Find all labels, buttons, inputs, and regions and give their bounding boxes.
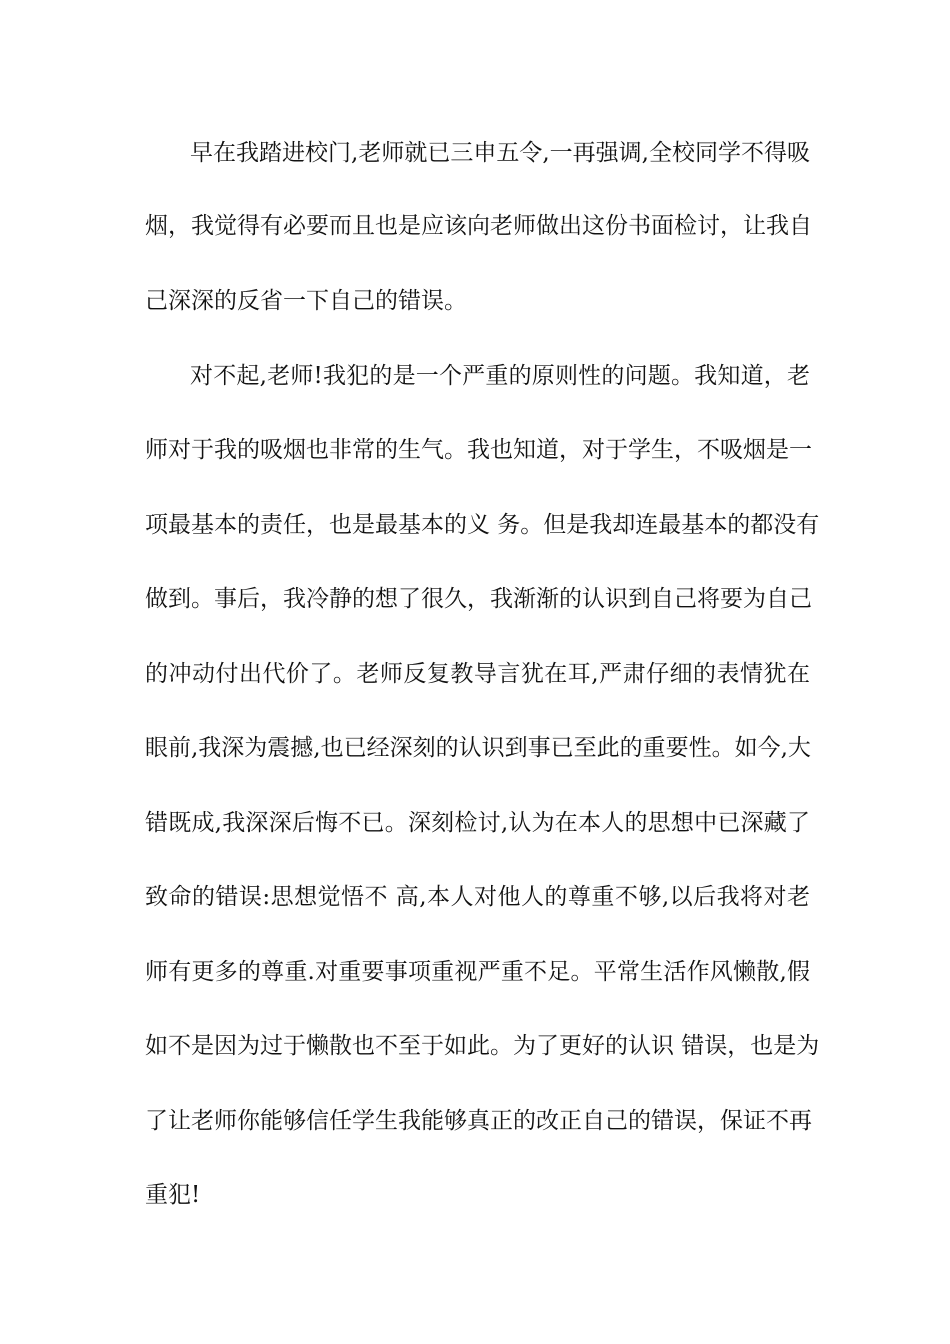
paragraph-1-line-2: 烟，我觉得有必要而且也是应该向老师做出这份书面检讨，让我自 [145, 213, 812, 239]
paragraph-2-line-4: 做到。事后，我冷静的想了很久，我渐渐的认识到自己将要为自己 [145, 586, 812, 612]
paragraph-2-line-2: 师对于我的吸烟也非常的生气。我也知道，对于学生，不吸烟是一 [145, 437, 812, 463]
paragraph-2-line-9: 师有更多的尊重.对重要事项重视严重不足。平常生活作风懒散,假 [145, 959, 810, 985]
paragraph-2-line-8: 致命的错误:思想觉悟不 高,本人对他人的尊重不够,以后我将对老 [145, 884, 810, 910]
paragraph-2-line-10: 如不是因为过于懒散也不至于如此。为了更好的认识 错误，也是为 [145, 1033, 820, 1059]
paragraph-2-line-1: 对不起,老师!我犯的是一个严重的原则性的问题。我知道，老 [190, 363, 810, 389]
paragraph-1-line-1: 早在我踏进校门,老师就已三申五令,一再强调,全校同学不得吸 [190, 140, 810, 166]
paragraph-1-line-3: 己深深的反省一下自己的错误。 [145, 288, 467, 314]
paragraph-2-line-5: 的冲动付出代价了。老师反复教导言犹在耳,严肃仔细的表情犹在 [145, 661, 810, 687]
paragraph-2-line-6: 眼前,我深为震撼,也已经深刻的认识到事已至此的重要性。如今,大 [145, 735, 811, 761]
paragraph-2-line-7: 错既成,我深深后悔不已。深刻检讨,认为在本人的思想中已深藏了 [145, 810, 810, 836]
paragraph-2-line-11: 了让老师你能够信任学生我能够真正的改正自己的错误，保证不再 [145, 1108, 812, 1134]
paragraph-2-line-12: 重犯! [145, 1182, 201, 1208]
paragraph-2-line-3: 项最基本的责任，也是最基本的义 务。但是我却连最基本的都没有 [145, 512, 820, 538]
